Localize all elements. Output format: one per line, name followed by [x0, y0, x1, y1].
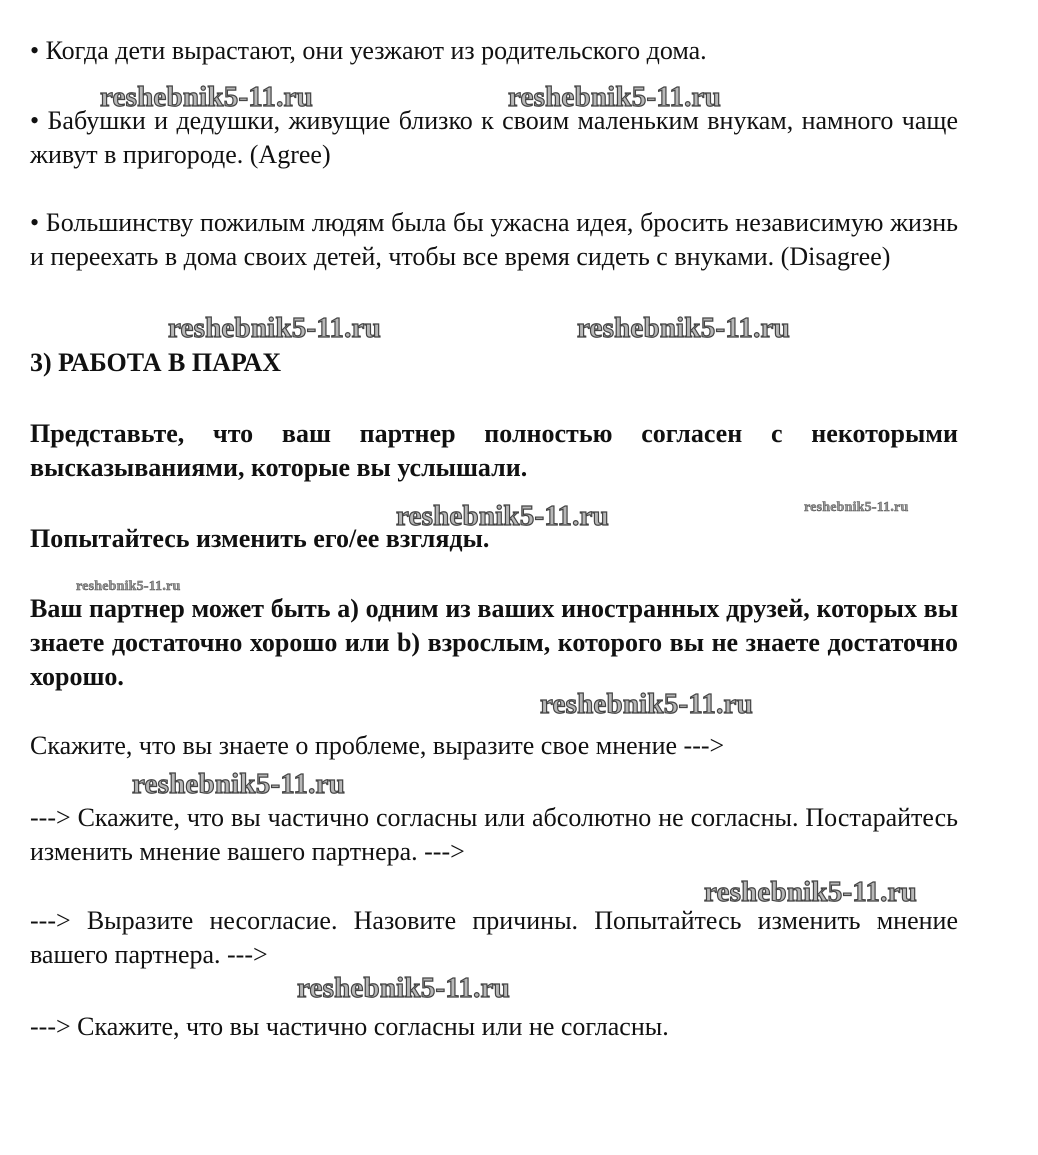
- watermark: reshebnik5-11.ru: [297, 972, 510, 1004]
- watermark: reshebnik5-11.ru: [100, 81, 313, 113]
- watermark-small: reshebnik5-11.ru: [76, 579, 181, 594]
- task-paragraph-partner: Ваш партнер может быть a) одним из ваших иностранных друзей, которых вы знаете достаточно хорошо или b) взрослым, которого вы не знаете достаточно хорошо.: [30, 594, 958, 691]
- step-4-text: ---> Скажите, что вы частично согласны или не согласны.: [30, 1012, 669, 1041]
- bullet-grandparents-suburbs: • Бабушки и дедушки, живущие близко к своим маленьким внукам, намного чаще живут в пригороде. (Agree): [30, 106, 958, 169]
- watermark: reshebnik5-11.ru: [577, 312, 790, 344]
- task-paragraph-change-views: Попытайтесь изменить его/ее взгляды.: [30, 524, 490, 553]
- watermark: reshebnik5-11.ru: [132, 768, 345, 800]
- watermark: reshebnik5-11.ru: [396, 500, 609, 532]
- bullet-elderly-independent-life: • Большинству пожилым людям была бы ужасна идея, бросить независимую жизнь и переехать в дома своих детей, чтобы все время сидеть с внуками. (Disagree): [30, 208, 958, 271]
- task-paragraph-imagine: Представьте, что ваш партнер полностью согласен с некоторыми высказываниями, которые вы услышали.: [30, 419, 958, 482]
- step-3-text: ---> Выразите несогласие. Назовите причины. Попытайтесь изменить мнение вашего партнера. --->: [30, 906, 958, 969]
- watermark-small: reshebnik5-11.ru: [804, 500, 909, 515]
- watermark: reshebnik5-11.ru: [704, 876, 917, 908]
- watermark: reshebnik5-11.ru: [508, 81, 721, 113]
- step-2-text: ---> Скажите, что вы частично согласны или абсолютно не согласны. Постарайтесь изменить мнение вашего партнера. --->: [30, 803, 958, 866]
- section-heading: 3) РАБОТА В ПАРАХ: [30, 348, 281, 377]
- watermark: reshebnik5-11.ru: [168, 312, 381, 344]
- step-1-text: Скажите, что вы знаете о проблеме, выразите свое мнение --->: [30, 731, 725, 760]
- bullet-children-leave-home: • Когда дети вырастают, они уезжают из родительского дома.: [30, 36, 707, 65]
- watermark: reshebnik5-11.ru: [540, 688, 753, 720]
